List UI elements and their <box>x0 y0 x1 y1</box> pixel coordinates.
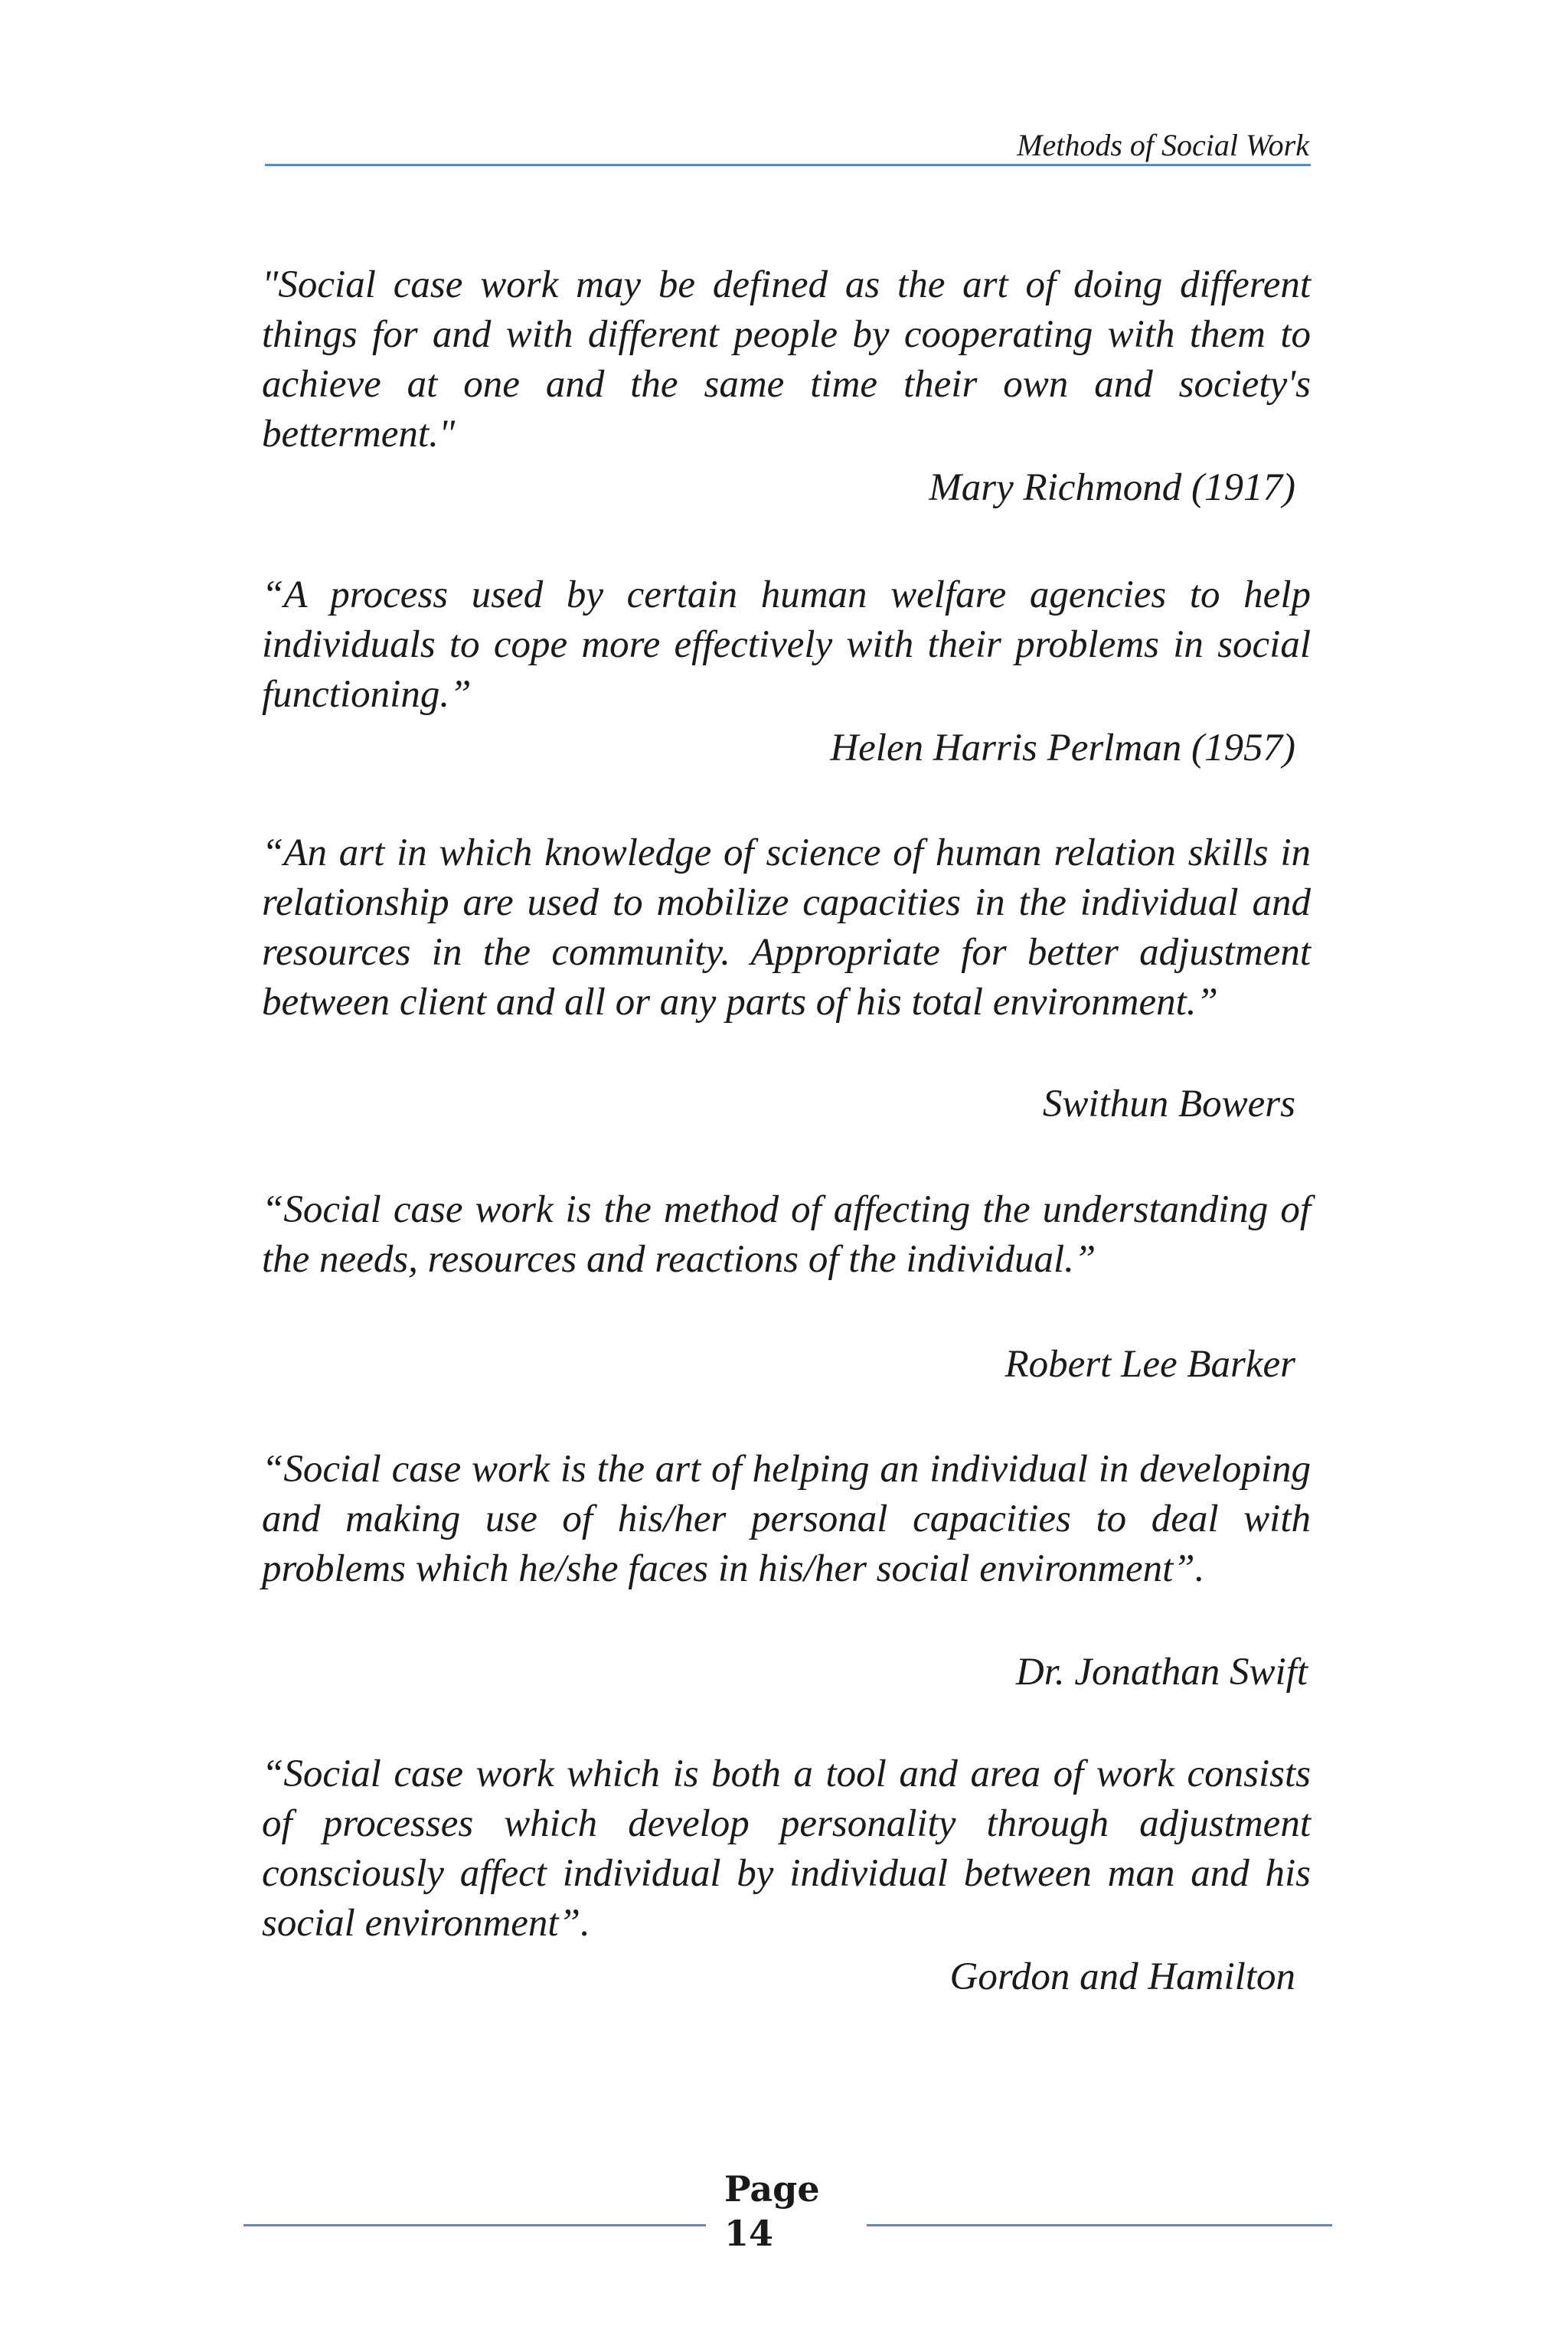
definition-quote-3 <box>262 828 1311 1027</box>
page-number-label <box>724 2167 854 2256</box>
definition-quote-1 <box>262 260 1311 459</box>
running-header-title: Methods of Social Work <box>1017 128 1309 162</box>
definition-quote-4 <box>262 1185 1311 1285</box>
footer-divider-left <box>243 2224 706 2226</box>
quote-author-2: Helen Harris Perlman (1957) <box>830 727 1295 769</box>
definition-quote-6 <box>262 1749 1311 1949</box>
quote-author-4: Robert Lee Barker <box>1004 1343 1295 1386</box>
quote-author-3: Swithun Bowers <box>1042 1083 1295 1125</box>
quote-text: "Social case work may be defined as the art of doing different things for and with different people by cooperating with them to achieve at one and the same time their own and society's betterment." <box>262 263 1311 456</box>
quote-text: “A process used by certain human welfare agencies to help individuals to cope more effectively with their problems in social functioning.” <box>262 573 1311 716</box>
definition-quote-2 <box>262 570 1311 720</box>
header-divider <box>265 164 1311 166</box>
page-word: Page <box>724 2168 820 2210</box>
definition-quote-5 <box>262 1445 1311 1594</box>
quote-author-6: Gordon and Hamilton <box>949 1955 1295 1998</box>
quote-author-5: Dr. Jonathan Swift <box>1015 1651 1308 1694</box>
quote-text: “An art in which knowledge of science of human relation skills in relationship are used to mobilize capacities in the individual and resources in the community. Appropriate for better adjustment between client and all or any parts of his total environment.” <box>262 831 1311 1024</box>
page-number: 14 <box>724 2213 774 2254</box>
footer-divider-right <box>867 2224 1332 2226</box>
quote-text: “Social case work is the art of helping an individual in developing and making use of his/her personal capacities to deal with problems which he/she faces in his/her social environment”. <box>262 1448 1311 1590</box>
quote-author-1: Mary Richmond (1917) <box>929 466 1295 509</box>
quote-text: “Social case work which is both a tool and area of work consists of processes which develop personality through adjustment consciously affect individual by individual between man and his social environment”. <box>262 1753 1311 1945</box>
quote-text: “Social case work is the method of affecting the understanding of the needs, resources and reactions of the individual.” <box>262 1188 1311 1281</box>
